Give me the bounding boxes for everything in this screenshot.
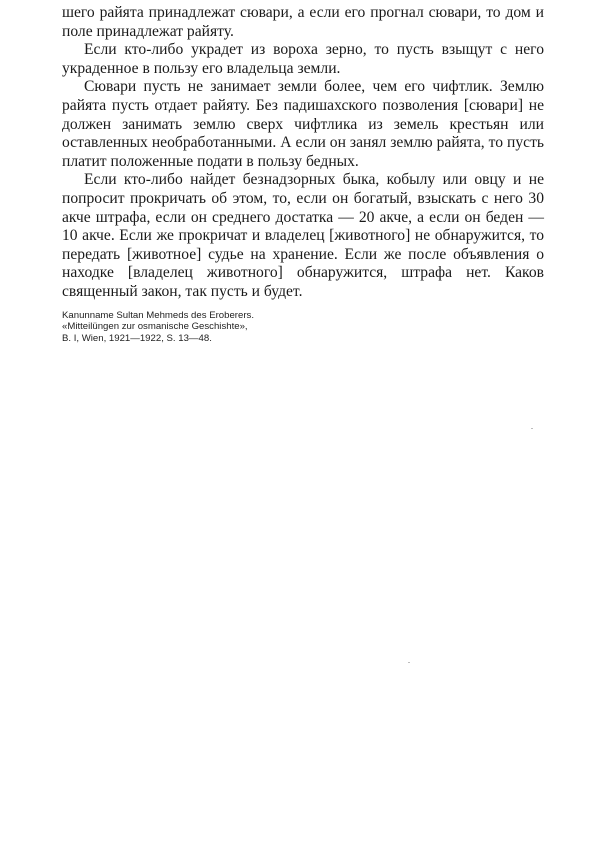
source-line-title: Kanunname Sultan Mehmeds des Eroberers. <box>62 309 254 321</box>
source-line-volume: B. I, Wien, 1921—1922, S. 13—48. <box>62 332 212 344</box>
scan-speck <box>531 428 533 429</box>
paragraph-continued: шего райята принадлежат сювари, а если его прогнал сювари, то дом и поле принадлежат райяту. <box>62 4 544 40</box>
paragraph-grain-theft: Если кто-либо украдет из вороха зерно, то пусть взыщут с него украденное в пользу его владельца земли. <box>62 41 544 77</box>
paragraph-land-rules: Сювари пусть не занимает земли более, чем его чифтлик. Землю райята пусть отдает райяту. Без падишахского позволения [сювари] не должен занимать землю сверх чифтлика из земель крестьян или оставленных необработанными. А если он занял землю райята, то пусть платит положенные подати в пользу бедных. <box>62 78 544 170</box>
paragraph-stray-animals: Если кто-либо найдет безнадзорных быка, кобылу или овцу и не попросит прокричать об этом, то, если он богатый, взыскать с него 30 акче штрафа, если он среднего достатка — 20 акче, а если он беден — 10 акче. Если же прокричат и владелец [животного] не обнаружится, то передать [животное] судье на хранение. Если же после объявления о находке [владелец животного] обнаружится, штрафа нет. Каков священный закон, так пусть и будет. <box>62 171 544 300</box>
source-citation <box>62 310 544 345</box>
document-page <box>62 4 544 344</box>
scan-speck <box>408 662 410 663</box>
source-line-journal: «Mitteilüngen zur osmanische Geschishte», <box>62 321 248 332</box>
